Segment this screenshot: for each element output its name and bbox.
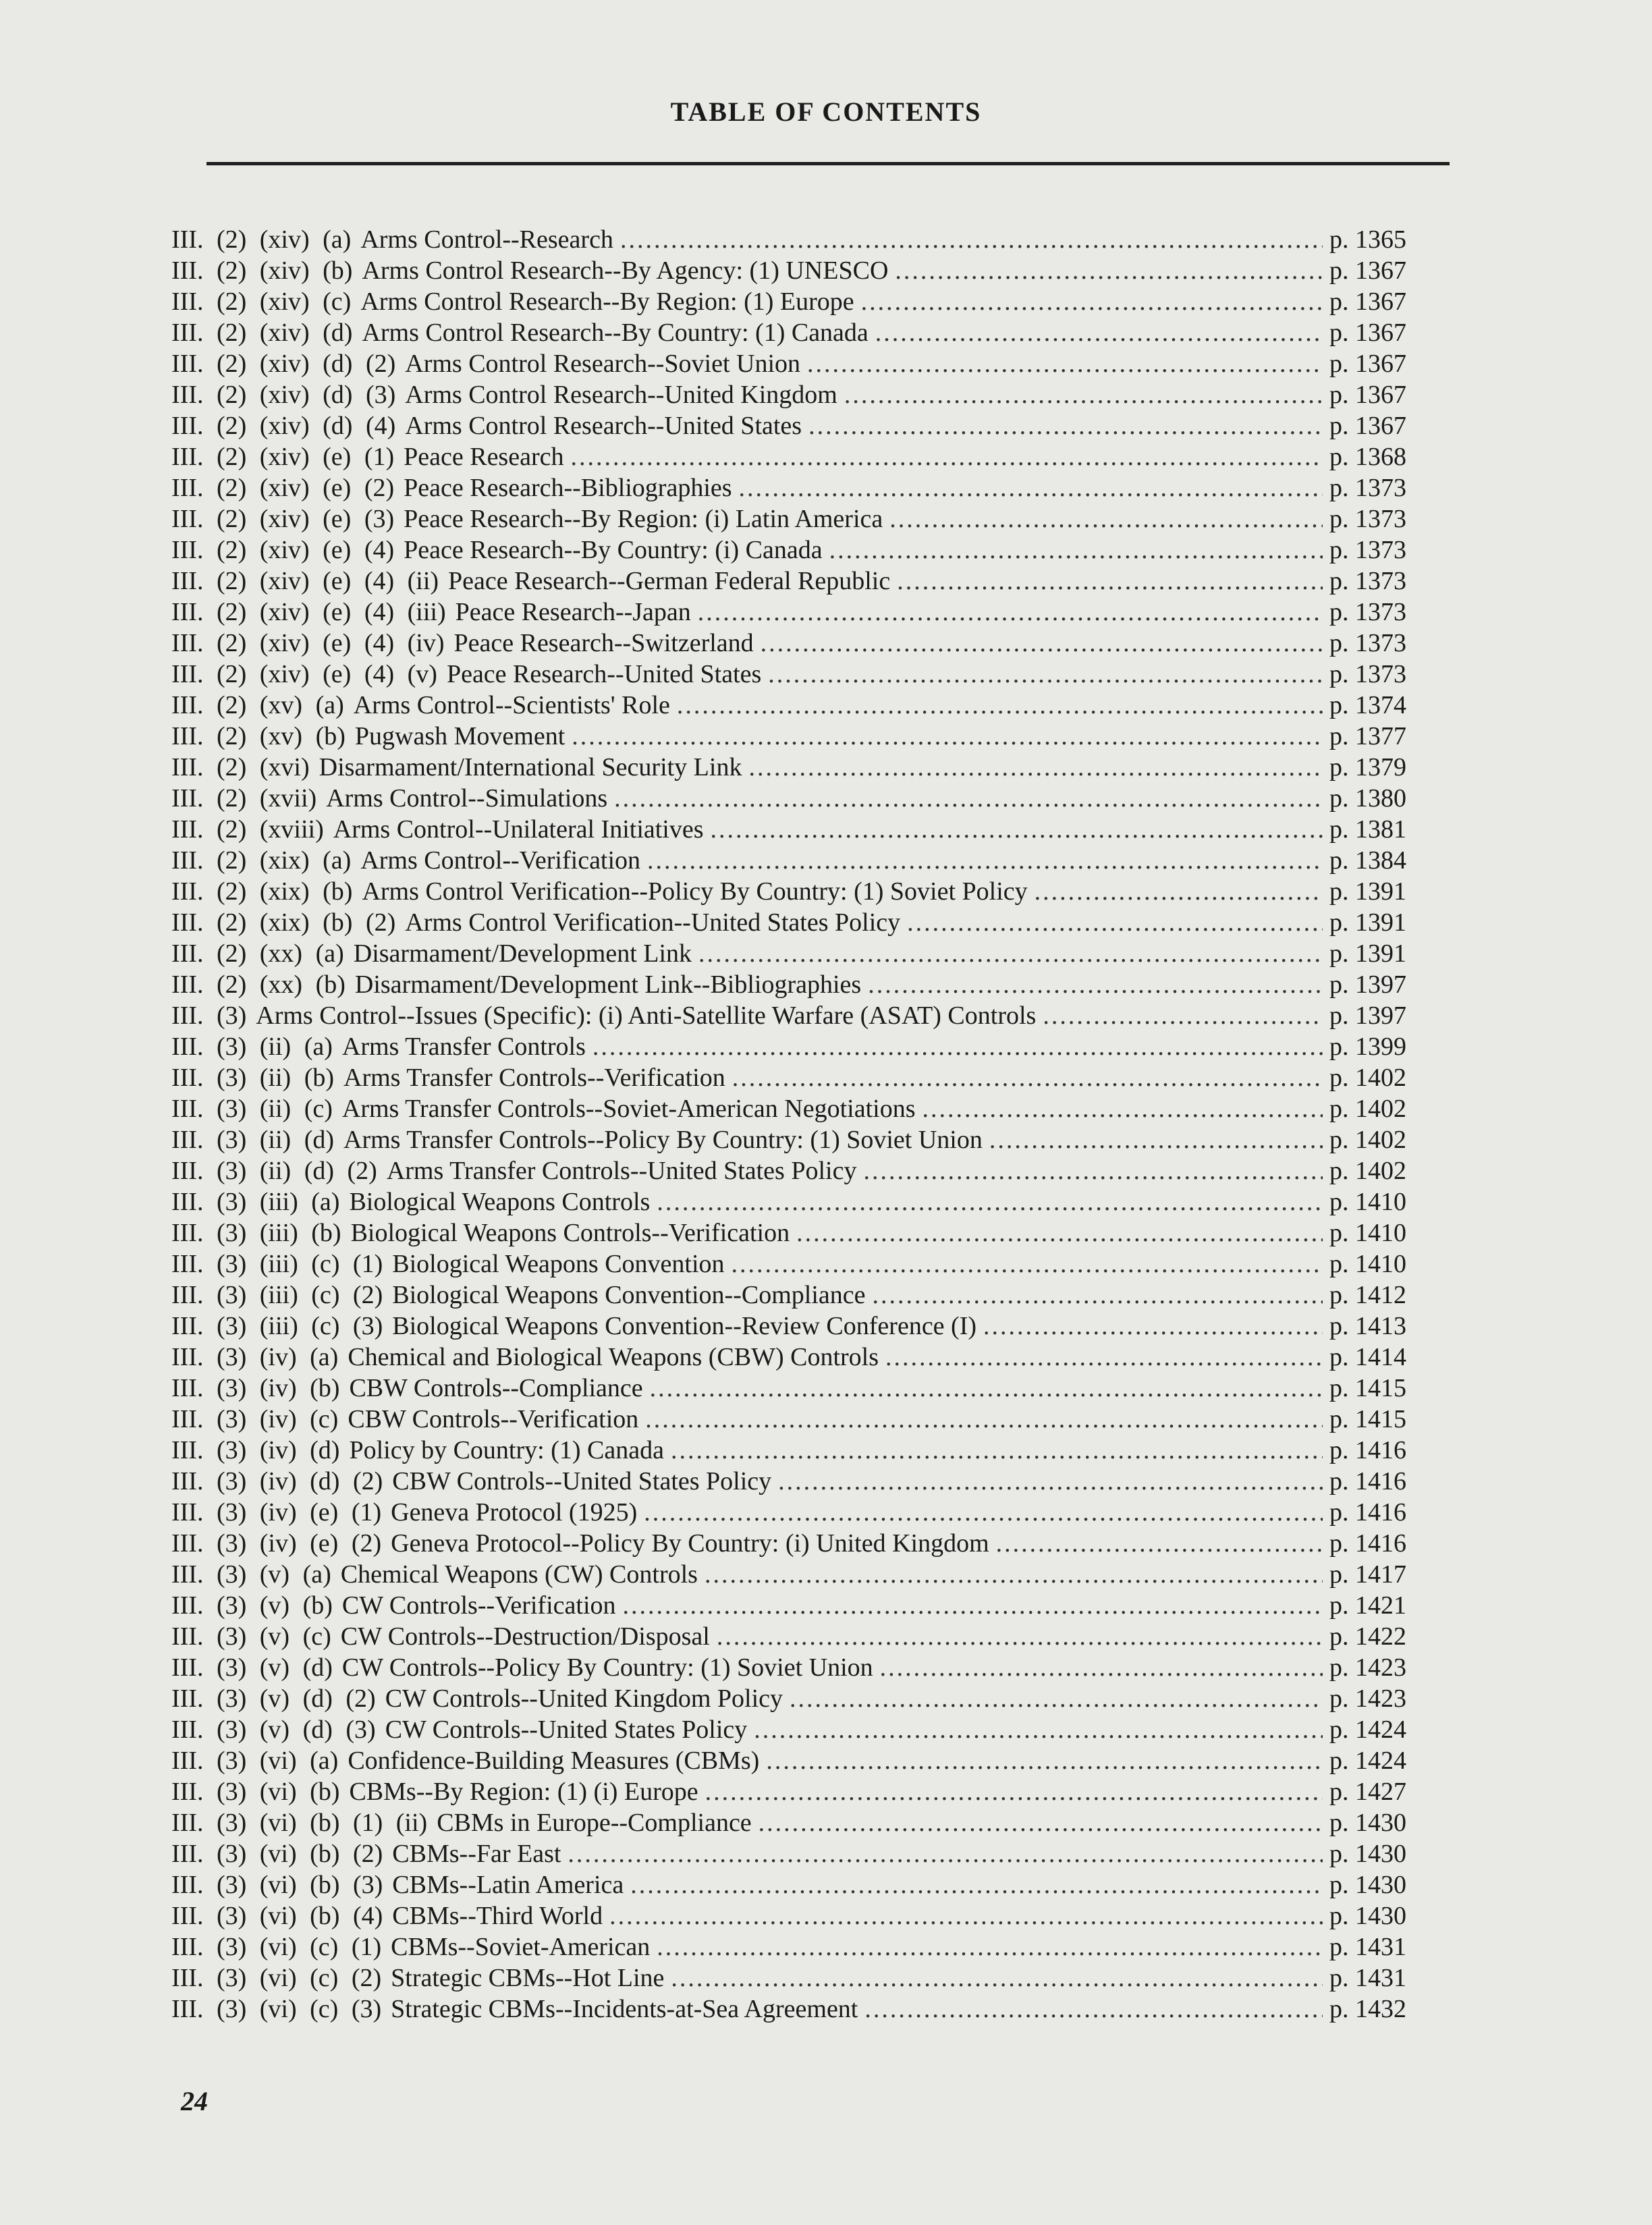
toc-entry: [171, 876, 1406, 907]
toc-entry-page: p. 1374: [1329, 691, 1406, 719]
toc-entry: [171, 1342, 1406, 1373]
toc-dot-leader: [732, 1248, 1323, 1280]
toc-entry-title: Arms Transfer Controls--United States Policy: [386, 1157, 857, 1185]
toc-entry-title: Peace Research--German Federal Republic: [448, 567, 891, 595]
toc-dot-leader: [732, 1062, 1323, 1093]
toc-entry-page: p. 1423: [1329, 1653, 1406, 1682]
toc-entry-code: III. (3) (iv) (a): [171, 1343, 339, 1371]
toc-entry-title: Arms Control Verification--United States Policy: [405, 908, 901, 937]
toc-entry: [171, 1186, 1406, 1217]
toc-entry-code: III. (3) (v) (d) (3): [171, 1715, 376, 1744]
toc-dot-leader: [897, 566, 1323, 597]
toc-entry-title: Confidence-Building Measures (CBMs): [348, 1747, 760, 1775]
toc-entry: [171, 628, 1406, 659]
toc-entry-code: III. (2) (xix) (b) (2): [171, 908, 396, 937]
toc-entry-code: III. (2) (xiv) (d) (4): [171, 412, 396, 440]
toc-entry: [171, 938, 1406, 969]
toc-entry-page: p. 1373: [1329, 629, 1406, 657]
toc-entry-title: CBW Controls--Verification: [348, 1405, 639, 1433]
toc-list: [171, 224, 1406, 2025]
toc-dot-leader: [868, 969, 1323, 1000]
toc-entry-title: Arms Transfer Controls--Verification: [343, 1064, 725, 1092]
toc-entry: [171, 1155, 1406, 1186]
toc-entry: [171, 1994, 1406, 2025]
toc-dot-leader: [698, 938, 1323, 969]
toc-dot-leader: [705, 1559, 1323, 1590]
toc-dot-leader: [759, 1807, 1323, 1838]
toc-entry: [171, 1621, 1406, 1652]
toc-entry: [171, 317, 1406, 348]
toc-entry-title: CBMs--Third World: [392, 1902, 603, 1930]
toc-entry-page: p. 1412: [1329, 1281, 1406, 1309]
toc-entry-code: III. (3) (v) (b): [171, 1591, 333, 1620]
toc-dot-leader: [796, 1217, 1323, 1248]
toc-entry-code: III. (2) (xiv) (e) (3): [171, 505, 395, 533]
toc-dot-leader: [657, 1931, 1323, 1962]
toc-entry-title: Arms Control Research--United States: [405, 412, 802, 440]
toc-dot-leader: [889, 503, 1323, 534]
toc-entry-page: p. 1377: [1329, 722, 1406, 750]
toc-entry-title: Arms Control--Verification: [360, 846, 641, 875]
toc-entry-code: III. (2) (xix) (a): [171, 846, 352, 875]
toc-entry-page: p. 1422: [1329, 1622, 1406, 1651]
toc-entry-page: p. 1417: [1329, 1560, 1406, 1589]
toc-entry-title: Geneva Protocol (1925): [391, 1498, 638, 1527]
toc-entry-title: CBMs in Europe--Compliance: [437, 1809, 752, 1837]
toc-entry-page: p. 1367: [1329, 287, 1406, 316]
toc-entry-code: III. (2) (xiv) (e) (2): [171, 474, 395, 502]
toc-entry: [171, 503, 1406, 534]
toc-entry-title: CW Controls--United States Policy: [385, 1715, 748, 1744]
toc-entry: [171, 379, 1406, 410]
toc-entry: [171, 1776, 1406, 1807]
toc-entry-code: III. (3) (vi) (c) (3): [171, 1995, 382, 2023]
toc-entry-code: III. (3) (v) (d): [171, 1653, 333, 1682]
toc-dot-leader: [620, 224, 1323, 255]
toc-entry-code: III. (3) (ii) (b): [171, 1064, 335, 1092]
toc-entry-page: p. 1373: [1329, 660, 1406, 688]
toc-entry: [171, 1373, 1406, 1404]
toc-entry-code: III. (2) (xx) (b): [171, 970, 346, 999]
toc-dot-leader: [650, 1373, 1323, 1404]
toc-entry-code: III. (3) (v) (c): [171, 1622, 331, 1651]
toc-entry-code: III. (3) (v) (a): [171, 1560, 331, 1589]
toc-entry-code: III. (3) (ii) (d): [171, 1126, 335, 1154]
toc-entry-title: Peace Research: [404, 443, 564, 471]
toc-dot-leader: [647, 845, 1323, 876]
toc-entry-title: CW Controls--Policy By Country: (1) Soviet Union: [341, 1653, 873, 1682]
toc-dot-leader: [711, 814, 1323, 845]
toc-entry-page: p. 1424: [1329, 1747, 1406, 1775]
toc-entry: [171, 1714, 1406, 1745]
toc-entry-page: p. 1368: [1329, 443, 1406, 471]
toc-entry-code: III. (2) (xv) (a): [171, 691, 344, 719]
toc-entry-page: p. 1416: [1329, 1529, 1406, 1558]
toc-entry-code: III. (2) (xv) (b): [171, 722, 346, 750]
toc-entry-title: CBMs--Latin America: [392, 1871, 624, 1899]
toc-entry-title: Arms Control Research--By Country: (1) Canada: [362, 319, 869, 347]
toc-entry-title: Biological Weapons Convention--Compliance: [392, 1281, 866, 1309]
toc-dot-leader: [766, 1745, 1323, 1776]
toc-entry-title: Biological Weapons Convention--Review Conference (I): [392, 1312, 977, 1340]
toc-entry: [171, 1311, 1406, 1342]
toc-entry-page: p. 1397: [1329, 1001, 1406, 1030]
toc-dot-leader: [907, 907, 1323, 938]
toc-dot-leader: [717, 1621, 1323, 1652]
toc-entry-title: Peace Research--Bibliographies: [404, 474, 732, 502]
toc-entry-code: III. (2) (xvii): [171, 784, 317, 813]
toc-dot-leader: [880, 1652, 1323, 1683]
toc-dot-leader: [739, 472, 1323, 503]
toc-entry-code: III. (2) (xiv) (d) (2): [171, 350, 396, 378]
toc-entry-title: Arms Transfer Controls--Policy By Country: (1) Soviet Union: [343, 1126, 983, 1154]
toc-entry-title: Biological Weapons Convention: [392, 1250, 725, 1278]
toc-entry-page: p. 1397: [1329, 970, 1406, 999]
toc-entry-code: III. (2) (xx) (a): [171, 939, 344, 968]
toc-dot-leader: [989, 1124, 1323, 1155]
toc-dot-leader: [570, 441, 1323, 472]
page-title: TABLE OF CONTENTS: [670, 97, 982, 127]
toc-entry: [171, 1124, 1406, 1155]
toc-entry-code: III. (2) (xiv) (d) (3): [171, 381, 396, 409]
toc-entry-title: Arms Control--Scientists' Role: [353, 691, 670, 719]
toc-entry: [171, 1466, 1406, 1497]
toc-entry-page: p. 1373: [1329, 536, 1406, 564]
toc-entry: [171, 534, 1406, 566]
toc-entry-code: III. (2) (xiv) (e) (4) (ii): [171, 567, 439, 595]
toc-entry-page: p. 1416: [1329, 1467, 1406, 1495]
toc-entry-title: Arms Transfer Controls--Soviet-American Negotiations: [341, 1095, 916, 1123]
toc-entry-page: p. 1367: [1329, 256, 1406, 285]
toc-dot-leader: [568, 1838, 1323, 1869]
toc-dot-leader: [864, 1994, 1323, 2025]
toc-entry-code: III. (3) (iv) (e) (1): [171, 1498, 382, 1527]
toc-entry-page: p. 1424: [1329, 1715, 1406, 1744]
toc-entry-code: III. (3) (iii) (c) (2): [171, 1281, 383, 1309]
toc-dot-leader: [698, 597, 1323, 628]
toc-entry: [171, 659, 1406, 690]
toc-entry: [171, 566, 1406, 597]
toc-entry-code: III. (3) (ii) (c): [171, 1095, 333, 1123]
toc-entry-title: Arms Control Research--Soviet Union: [405, 350, 800, 378]
toc-dot-leader: [754, 1714, 1323, 1745]
toc-dot-leader: [671, 1435, 1323, 1466]
toc-entry: [171, 752, 1406, 783]
toc-entry-code: III. (3) (vi) (a): [171, 1747, 339, 1775]
toc-entry-code: III. (3) (vi) (c) (1): [171, 1933, 382, 1961]
toc-entry-code: III. (3) (iv) (d): [171, 1436, 340, 1464]
toc-entry-page: p. 1365: [1329, 225, 1406, 254]
toc-entry-code: III. (2) (xiv) (e) (4): [171, 536, 395, 564]
toc-dot-leader: [861, 286, 1323, 317]
toc-entry-page: p. 1430: [1329, 1840, 1406, 1868]
toc-entry-title: Peace Research--United States: [446, 660, 762, 688]
toc-entry-code: III. (2) (xiv) (b): [171, 256, 353, 285]
toc-entry-title: Arms Control--Unilateral Initiatives: [333, 815, 704, 844]
toc-entry-code: III. (3) (vi) (b) (2): [171, 1840, 383, 1868]
toc-entry-title: Biological Weapons Controls--Verification: [350, 1219, 790, 1247]
toc-entry: [171, 1962, 1406, 1994]
toc-entry-code: III. (3): [171, 1001, 247, 1030]
toc-entry-code: III. (2) (xiv) (e) (1): [171, 443, 395, 471]
toc-dot-leader: [623, 1590, 1323, 1621]
toc-dot-leader: [895, 255, 1323, 286]
toc-entry-page: p. 1432: [1329, 1995, 1406, 2023]
toc-dot-leader: [768, 659, 1323, 690]
toc-entry-page: p. 1415: [1329, 1405, 1406, 1433]
toc-entry: [171, 1280, 1406, 1311]
toc-entry-page: p. 1399: [1329, 1033, 1406, 1061]
toc-entry: [171, 1062, 1406, 1093]
toc-entry-title: Peace Research--Switzerland: [453, 629, 754, 657]
toc-entry-code: III. (2) (xix) (b): [171, 877, 353, 906]
toc-entry-code: III. (3) (v) (d) (2): [171, 1684, 376, 1713]
toc-entry-page: p. 1423: [1329, 1684, 1406, 1713]
toc-entry-page: p. 1402: [1329, 1064, 1406, 1092]
toc-entry-code: III. (3) (ii) (a): [171, 1033, 333, 1061]
toc-dot-leader: [677, 690, 1323, 721]
toc-entry-code: III. (3) (ii) (d) (2): [171, 1157, 377, 1185]
toc-dot-leader: [748, 752, 1323, 783]
toc-entry-page: p. 1379: [1329, 753, 1406, 781]
toc-entry-page: p. 1381: [1329, 815, 1406, 844]
toc-entry: [171, 1838, 1406, 1869]
toc-entry-code: III. (3) (iv) (e) (2): [171, 1529, 382, 1558]
toc-entry-title: Strategic CBMs--Hot Line: [391, 1964, 665, 1992]
toc-entry: [171, 1807, 1406, 1838]
toc-entry: [171, 286, 1406, 317]
toc-dot-leader: [807, 348, 1323, 379]
toc-entry-page: p. 1402: [1329, 1095, 1406, 1123]
toc-dot-leader: [609, 1900, 1323, 1931]
toc-entry-page: p. 1416: [1329, 1498, 1406, 1527]
toc-entry-title: Arms Control Research--United Kingdom: [405, 381, 837, 409]
toc-entry-code: III. (2) (xiv) (d): [171, 319, 353, 347]
toc-entry: [171, 224, 1406, 255]
toc-dot-leader: [671, 1962, 1323, 1994]
toc-entry: [171, 721, 1406, 752]
toc-entry: [171, 597, 1406, 628]
toc-dot-leader: [761, 628, 1323, 659]
toc-entry-page: p. 1430: [1329, 1902, 1406, 1930]
toc-entry-title: Chemical and Biological Weapons (CBW) Controls: [348, 1343, 879, 1371]
toc-entry-title: Peace Research--By Region: (i) Latin America: [404, 505, 883, 533]
toc-dot-leader: [790, 1683, 1323, 1714]
toc-entry: [171, 1528, 1406, 1559]
toc-entry-code: III. (3) (iv) (b): [171, 1374, 340, 1402]
toc-entry-title: Geneva Protocol--Policy By Country: (i) United Kingdom: [391, 1529, 989, 1558]
toc-entry-page: p. 1384: [1329, 846, 1406, 875]
toc-entry-page: p. 1427: [1329, 1778, 1406, 1806]
toc-dot-leader: [630, 1869, 1323, 1900]
toc-entry-page: p. 1367: [1329, 412, 1406, 440]
toc-entry: [171, 969, 1406, 1000]
toc-entry-title: Peace Research--By Country: (i) Canada: [404, 536, 823, 564]
toc-entry-code: III. (3) (iv) (d) (2): [171, 1467, 383, 1495]
toc-entry-title: Policy by Country: (1) Canada: [349, 1436, 664, 1464]
toc-entry-page: p. 1431: [1329, 1964, 1406, 1992]
toc-entry-page: p. 1391: [1329, 877, 1406, 906]
toc-entry-code: III. (3) (vi) (b): [171, 1778, 340, 1806]
toc-entry: [171, 1683, 1406, 1714]
toc-entry-title: Disarmament/International Security Link: [319, 753, 742, 781]
toc-entry-page: p. 1367: [1329, 319, 1406, 347]
toc-entry-title: Biological Weapons Controls: [349, 1188, 651, 1216]
toc-entry-page: p. 1391: [1329, 908, 1406, 937]
toc-entry-title: CBW Controls--United States Policy: [392, 1467, 772, 1495]
toc-entry-page: p. 1410: [1329, 1250, 1406, 1278]
toc-entry-page: p. 1415: [1329, 1374, 1406, 1402]
toc-entry: [171, 1869, 1406, 1900]
toc-entry-title: Peace Research--Japan: [455, 598, 691, 626]
toc-entry-code: III. (2) (xiv) (e) (4) (iii): [171, 598, 446, 626]
toc-entry: [171, 1000, 1406, 1031]
toc-dot-leader: [1043, 1000, 1323, 1031]
toc-entry-title: Arms Control Research--By Agency: (1) UNESCO: [362, 256, 889, 285]
toc-entry: [171, 814, 1406, 845]
toc-entry-page: p. 1367: [1329, 381, 1406, 409]
toc-entry-page: p. 1416: [1329, 1436, 1406, 1464]
toc-entry-page: p. 1431: [1329, 1933, 1406, 1961]
toc-entry-title: Arms Control--Simulations: [326, 784, 608, 813]
toc-entry-title: CBMs--Far East: [392, 1840, 561, 1868]
toc-entry-title: Arms Control Verification--Policy By Country: (1) Soviet Policy: [362, 877, 1028, 906]
toc-dot-leader: [808, 410, 1323, 441]
toc-entry-code: III. (3) (vi) (b) (4): [171, 1902, 383, 1930]
toc-entry-code: III. (2) (xiv) (c): [171, 287, 352, 316]
toc-dot-leader: [872, 1280, 1323, 1311]
toc-dot-leader: [863, 1155, 1323, 1186]
toc-entry: [171, 1031, 1406, 1062]
toc-dot-leader: [829, 534, 1323, 566]
toc-dot-leader: [885, 1342, 1323, 1373]
toc-entry: [171, 472, 1406, 503]
toc-entry-code: III. (3) (iii) (c) (3): [171, 1312, 383, 1340]
toc-dot-leader: [1035, 876, 1323, 907]
toc-entry-page: p. 1402: [1329, 1126, 1406, 1154]
toc-entry: [171, 410, 1406, 441]
toc-dot-leader: [705, 1776, 1323, 1807]
toc-entry-title: CW Controls--Verification: [341, 1591, 616, 1620]
toc-entry: [171, 1093, 1406, 1124]
toc-entry-page: p. 1373: [1329, 505, 1406, 533]
toc-entry-code: III. (2) (xiv) (e) (4) (iv): [171, 629, 445, 657]
toc-entry: [171, 348, 1406, 379]
toc-entry-title: Arms Control Research--By Region: (1) Europe: [360, 287, 854, 316]
toc-entry-page: p. 1410: [1329, 1219, 1406, 1247]
toc-entry-code: III. (3) (vi) (b) (1) (ii): [171, 1809, 428, 1837]
toc-entry-page: p. 1430: [1329, 1871, 1406, 1899]
toc-entry: [171, 1652, 1406, 1683]
toc-dot-leader: [844, 379, 1323, 410]
toc-entry: [171, 1248, 1406, 1280]
toc-entry: [171, 1404, 1406, 1435]
toc-entry: [171, 1217, 1406, 1248]
toc-entry-page: p. 1391: [1329, 939, 1406, 968]
toc-entry-title: Arms Control--Issues (Specific): (i) Anti-Satellite Warfare (ASAT) Controls: [256, 1001, 1037, 1030]
toc-entry-title: Disarmament/Development Link: [353, 939, 692, 968]
toc-entry-title: CBW Controls--Compliance: [349, 1374, 643, 1402]
toc-entry: [171, 783, 1406, 814]
toc-entry: [171, 1931, 1406, 1962]
toc-entry-title: Disarmament/Development Link--Bibliographies: [354, 970, 862, 999]
toc-entry-title: Pugwash Movement: [354, 722, 566, 750]
toc-entry: [171, 1745, 1406, 1776]
toc-entry-page: p. 1430: [1329, 1809, 1406, 1837]
toc-entry-page: p. 1373: [1329, 598, 1406, 626]
toc-entry-title: Chemical Weapons (CW) Controls: [340, 1560, 698, 1589]
toc-entry: [171, 845, 1406, 876]
toc-entry-title: CW Controls--United Kingdom Policy: [385, 1684, 783, 1713]
toc-entry-title: Arms Transfer Controls: [341, 1033, 586, 1061]
toc-entry-code: III. (2) (xvi): [171, 753, 310, 781]
toc-entry-code: III. (3) (iii) (a): [171, 1188, 340, 1216]
toc-entry-title: CW Controls--Destruction/Disposal: [340, 1622, 710, 1651]
toc-entry-code: III. (2) (xviii): [171, 815, 324, 844]
toc-entry-code: III. (2) (xiv) (e) (4) (v): [171, 660, 437, 688]
toc-entry-code: III. (3) (vi) (c) (2): [171, 1964, 382, 1992]
toc-dot-leader: [593, 1031, 1323, 1062]
toc-entry-title: Strategic CBMs--Incidents-at-Sea Agreement: [391, 1995, 858, 2023]
toc-entry-page: p. 1410: [1329, 1188, 1406, 1216]
toc-entry-page: p. 1373: [1329, 567, 1406, 595]
header-rule: [206, 162, 1450, 165]
toc-dot-leader: [996, 1528, 1323, 1559]
toc-entry: [171, 1900, 1406, 1931]
toc-entry: [171, 255, 1406, 286]
toc-entry-code: III. (3) (iv) (c): [171, 1405, 339, 1433]
toc-dot-leader: [644, 1497, 1323, 1528]
toc-entry: [171, 441, 1406, 472]
toc-dot-leader: [657, 1186, 1323, 1217]
toc-entry: [171, 1497, 1406, 1528]
toc-dot-leader: [572, 721, 1323, 752]
toc-dot-leader: [875, 317, 1323, 348]
toc-dot-leader: [922, 1093, 1323, 1124]
toc-entry-page: p. 1380: [1329, 784, 1406, 813]
toc-entry: [171, 1435, 1406, 1466]
page-number: 24: [181, 2086, 208, 2116]
toc-entry-page: p. 1413: [1329, 1312, 1406, 1340]
toc-dot-leader: [778, 1466, 1323, 1497]
toc-entry-page: p. 1367: [1329, 350, 1406, 378]
toc-entry-page: p. 1402: [1329, 1157, 1406, 1185]
toc-dot-leader: [614, 783, 1323, 814]
toc-entry: [171, 690, 1406, 721]
toc-entry-code: III. (3) (iii) (b): [171, 1219, 341, 1247]
toc-entry-code: III. (3) (iii) (c) (1): [171, 1250, 383, 1278]
toc-entry-page: p. 1421: [1329, 1591, 1406, 1620]
toc-entry: [171, 1590, 1406, 1621]
toc-dot-leader: [983, 1311, 1323, 1342]
toc-dot-leader: [645, 1404, 1323, 1435]
toc-entry: [171, 1559, 1406, 1590]
toc-entry-title: Arms Control--Research: [360, 225, 613, 254]
toc-entry-title: CBMs--By Region: (1) (i) Europe: [349, 1778, 698, 1806]
toc-entry-page: p. 1414: [1329, 1343, 1406, 1371]
toc-entry-title: CBMs--Soviet-American: [391, 1933, 651, 1961]
toc-entry-page: p. 1373: [1329, 474, 1406, 502]
toc-entry: [171, 907, 1406, 938]
toc-entry-code: III. (3) (vi) (b) (3): [171, 1871, 383, 1899]
toc-entry-code: III. (2) (xiv) (a): [171, 225, 352, 254]
